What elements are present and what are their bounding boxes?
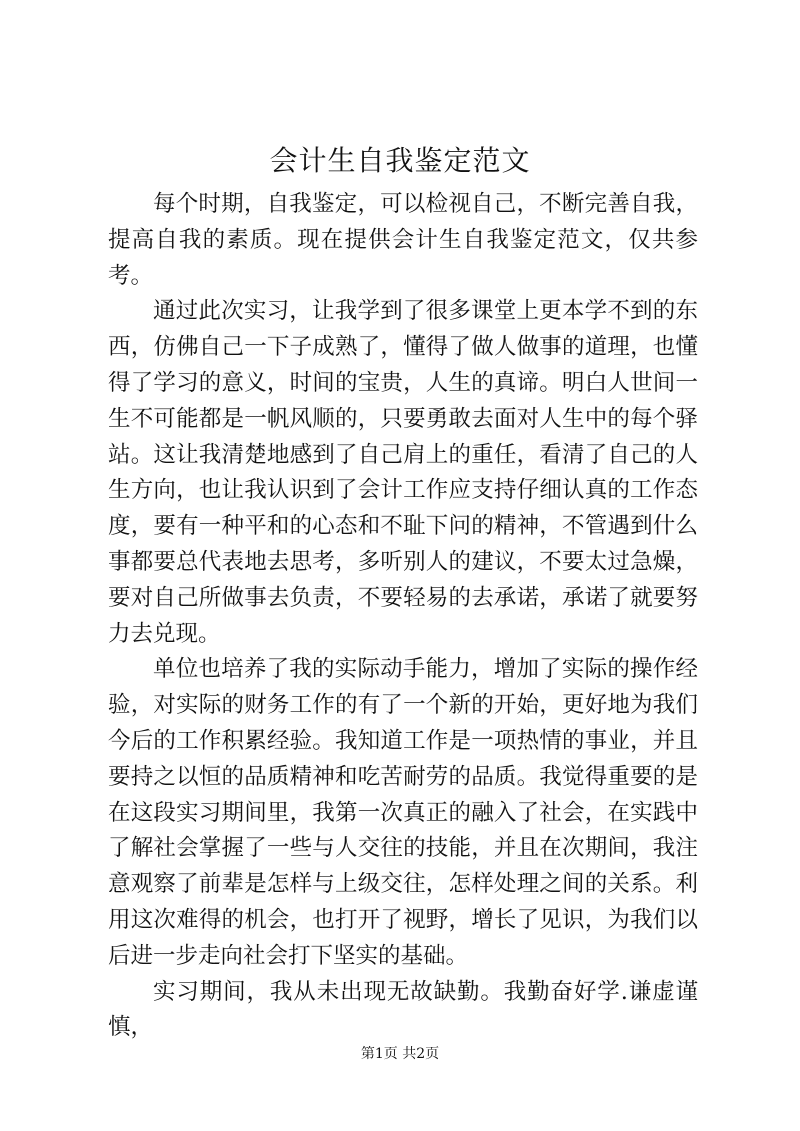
paragraph-practical-ability: 单位也培养了我的实际动手能力，增加了实际的操作经验，对实际的财务工作的有了一个新的开始，更好地为我们今后的工作积累经验。我知道工作是一项热情的事业，并且要持之以恒的品质精神和吃苦耐劳的品质。我觉得重要的是在这段实习期间里，我第一次真正的融入了社会，在实践中了解社会掌握了一些与人交往的技能，并且在次期间，我注意观察了前辈是怎样与上级交往，怎样处理之间的关系。利用这次难得的机会，也打开了视野，增长了见识，为我们以后进一步走向社会打下坚实的基础。 (108, 656, 698, 969)
page-title: 会计生自我鉴定范文 (269, 144, 531, 177)
paragraph-intro: 每个时期，自我鉴定，可以检视自己，不断完善自我，提高自我的素质。现在提供会计生自我鉴定范文，仅共参考。 (108, 191, 698, 289)
paragraph-internship-learning: 通过此次实习，让我学到了很多课堂上更本学不到的东西，仿佛自己一下子成熟了，懂得了做人做事的道理，也懂得了学习的意义，时间的宝贵，人生的真谛。明白人世间一生不可能都是一帆风顺的，只要勇敢去面对人生中的每个驿站。这让我清楚地感到了自己肩上的重任，看清了自己的人生方向，也让我认识到了会计工作应支持仔细认真的工作态度，要有一种平和的心态和不耻下问的精神，不管遇到什么事都要总代表地去思考，多听别人的建议，不要太过急燥，要对自己所做事去负责，不要轻易的去承诺，承诺了就要努力去兑现。 (108, 298, 698, 647)
page-number-footer: 第1页 共2页 (360, 1046, 440, 1062)
document-body (108, 187, 698, 1046)
paragraph-attendance: 实习期间，我从未出现无故缺勤。我勤奋好学.谦虚谨慎， (108, 978, 698, 1041)
